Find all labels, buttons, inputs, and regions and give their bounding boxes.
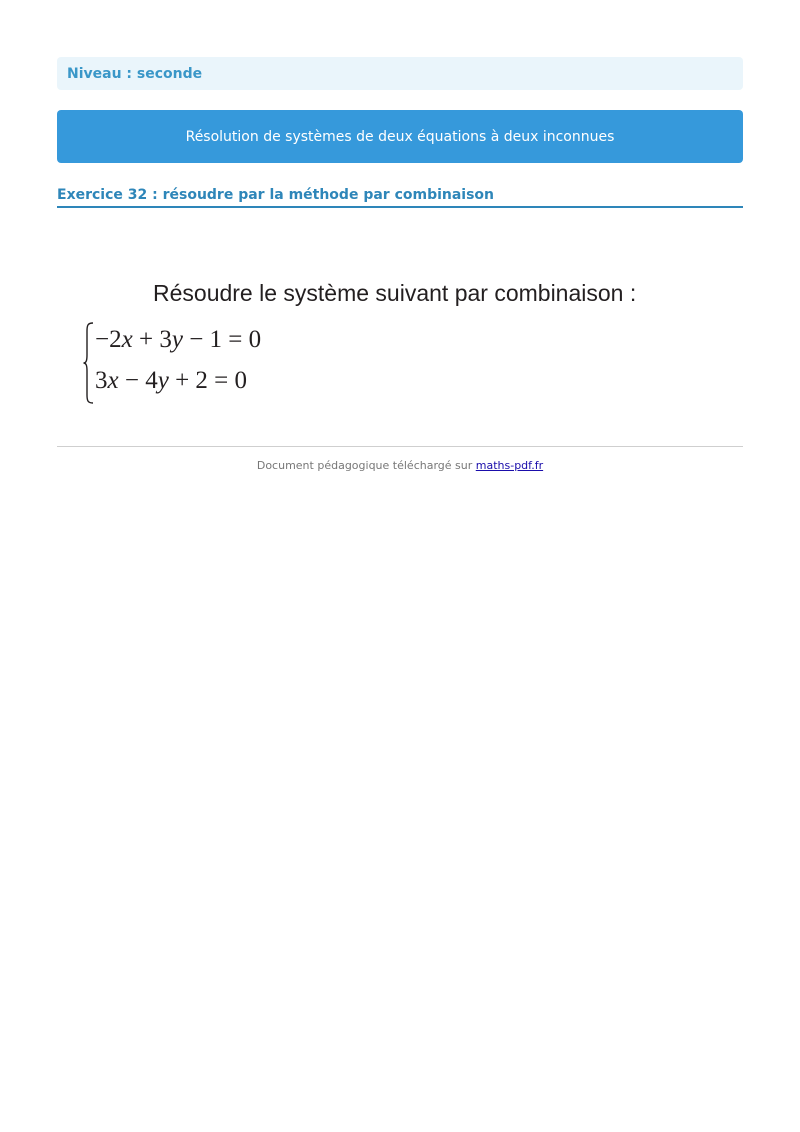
footer-link[interactable]: maths-pdf.fr bbox=[475, 459, 544, 472]
title-banner bbox=[57, 110, 743, 163]
equation-1-var-x: x bbox=[121, 326, 133, 353]
equation-1-var-y: y bbox=[171, 326, 183, 353]
equation-2-var-x: x bbox=[107, 367, 119, 394]
level-label: Niveau : seconde bbox=[67, 65, 203, 82]
exercise-title: Exercice 32 : résoudre par la méthode par combinaison bbox=[57, 185, 743, 208]
equation-2-rest: + 2 = 0 bbox=[168, 367, 248, 394]
level-banner bbox=[57, 57, 743, 90]
footer-divider bbox=[57, 446, 743, 447]
equation-2-sign-y: − bbox=[118, 367, 146, 394]
equation-2 bbox=[95, 367, 247, 395]
exercise-statement-image bbox=[57, 208, 743, 432]
equation-1-coef-x: −2 bbox=[95, 326, 122, 353]
exercise-statement: Résoudre le système suivant par combinaison : bbox=[153, 280, 637, 306]
page-title: Résolution de systèmes de deux équations à deux inconnues bbox=[185, 128, 615, 145]
equation-1 bbox=[95, 326, 261, 354]
footer-text: Document pédagogique téléchargé sur bbox=[256, 459, 476, 472]
equation-1-rest: − 1 = 0 bbox=[182, 326, 262, 353]
footer bbox=[57, 459, 743, 472]
equation-2-coef-x: 3 bbox=[95, 367, 108, 394]
equation-1-coef-y: 3 bbox=[159, 326, 172, 353]
equation-1-sign-y: + bbox=[132, 326, 160, 353]
equation-2-coef-y: 4 bbox=[145, 367, 158, 394]
equation-2-var-y: y bbox=[157, 367, 169, 394]
curly-brace-icon bbox=[83, 322, 95, 404]
page bbox=[57, 57, 743, 472]
